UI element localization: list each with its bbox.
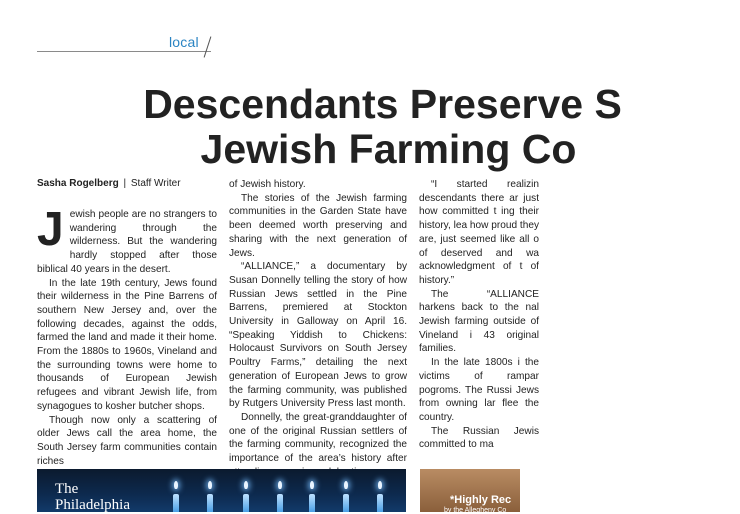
headline-line-2: Jewish Farming Co xyxy=(200,126,577,172)
article-column-2 xyxy=(229,178,407,465)
paragraph-text: ewish people are no strangers to wandering through the wilderness. But the wandering hardly stopped after those biblical 40 years in the desert. xyxy=(37,209,217,275)
paragraph: The “ALLIANCE harkens back to the nal Jewish farming outside of Vineland i 43 original families. xyxy=(419,288,539,355)
section-slash-divider xyxy=(204,36,212,57)
article-column-1 xyxy=(37,203,217,467)
paragraph: Though now only a scattering of older Jews call the area home, the South Jersey farm communities contain riches xyxy=(37,414,217,467)
paragraph: The Russian Jewis committed to ma xyxy=(419,425,539,451)
ad-brand xyxy=(55,481,130,513)
candle-icon xyxy=(277,494,283,512)
flame-icon xyxy=(378,481,382,489)
ad-brand-line-2: Philadelphia xyxy=(55,497,130,513)
ad-brand-line-1: The xyxy=(55,481,79,497)
candle-icon xyxy=(309,494,315,512)
headline-line-1: Descendants Preserve S xyxy=(143,81,622,127)
paragraph: Donnelly, the great-granddaughter of one of the original Russian settlers of the farming community, recognized the importance of the area’s history after xyxy=(229,411,407,465)
paragraph: “ALLIANCE,” a documentary by Susan Donnelly telling the story of how Russian Jews settled in the Pine Barrens, premiered at Stockton University in Galloway on April 16. “Speaking Yiddish to Chickens: Holocaust Survivors on South Jersey Poultry Farms,” detailing the next generation of European Jews to grow the farming community, was published by Rutgers University Press last month. xyxy=(229,261,407,410)
article-column-3 xyxy=(419,178,539,462)
flame-icon xyxy=(310,481,314,489)
advertisement-banner[interactable] xyxy=(37,469,406,512)
candle-icon xyxy=(207,494,213,512)
byline xyxy=(37,178,181,189)
candle-icon xyxy=(243,494,249,512)
flame-icon xyxy=(208,481,212,489)
flame-icon xyxy=(244,481,248,489)
flame-icon xyxy=(278,481,282,489)
section-tag[interactable]: local xyxy=(169,34,199,50)
candle-icon xyxy=(173,494,179,512)
ad-subline: by the Allegheny Co xyxy=(444,507,507,514)
paragraph: “I started realizin descendants there ar just how committed t ing their history, lea how proud they are, just seemed like all o of deserved and wa acknowledgment of t of history.” xyxy=(419,179,539,286)
byline-separator: | xyxy=(123,178,127,189)
section-rule xyxy=(37,51,211,52)
ad-headline: *Highly Rec xyxy=(450,494,512,506)
candle-icon xyxy=(377,494,383,512)
paragraph: of Jewish history. xyxy=(229,179,306,190)
paragraph: In the late 1800s i the victims of rampar pogroms. The Russi Jews from owning lar flee the country. xyxy=(419,357,539,423)
flame-icon xyxy=(344,481,348,489)
author-role: Staff Writer xyxy=(130,178,181,189)
candle-icon xyxy=(343,494,349,512)
headline xyxy=(0,82,740,172)
paragraph xyxy=(37,203,217,277)
paragraph: In the late 19th century, Jews found their wilderness in the Pine Barrens of southern New Jersey and, over the following decades, against the odds, farmed the land and made it their home. From the 1880s to 1960s, Vineland and the surrounding towns were home to thousands of European Jewish refugees and vibrant Jewish life, from synagogues to kosher butcher shops. xyxy=(37,277,217,412)
drop-cap: J xyxy=(37,203,64,256)
flame-icon xyxy=(174,481,178,489)
advertisement-tile[interactable] xyxy=(420,469,520,512)
author-name: Sasha Rogelberg xyxy=(37,178,119,189)
paragraph: The stories of the Jewish farming communities in the Garden State have been deemed worth preserving and sharing with the next generation of Jews. xyxy=(229,192,407,259)
